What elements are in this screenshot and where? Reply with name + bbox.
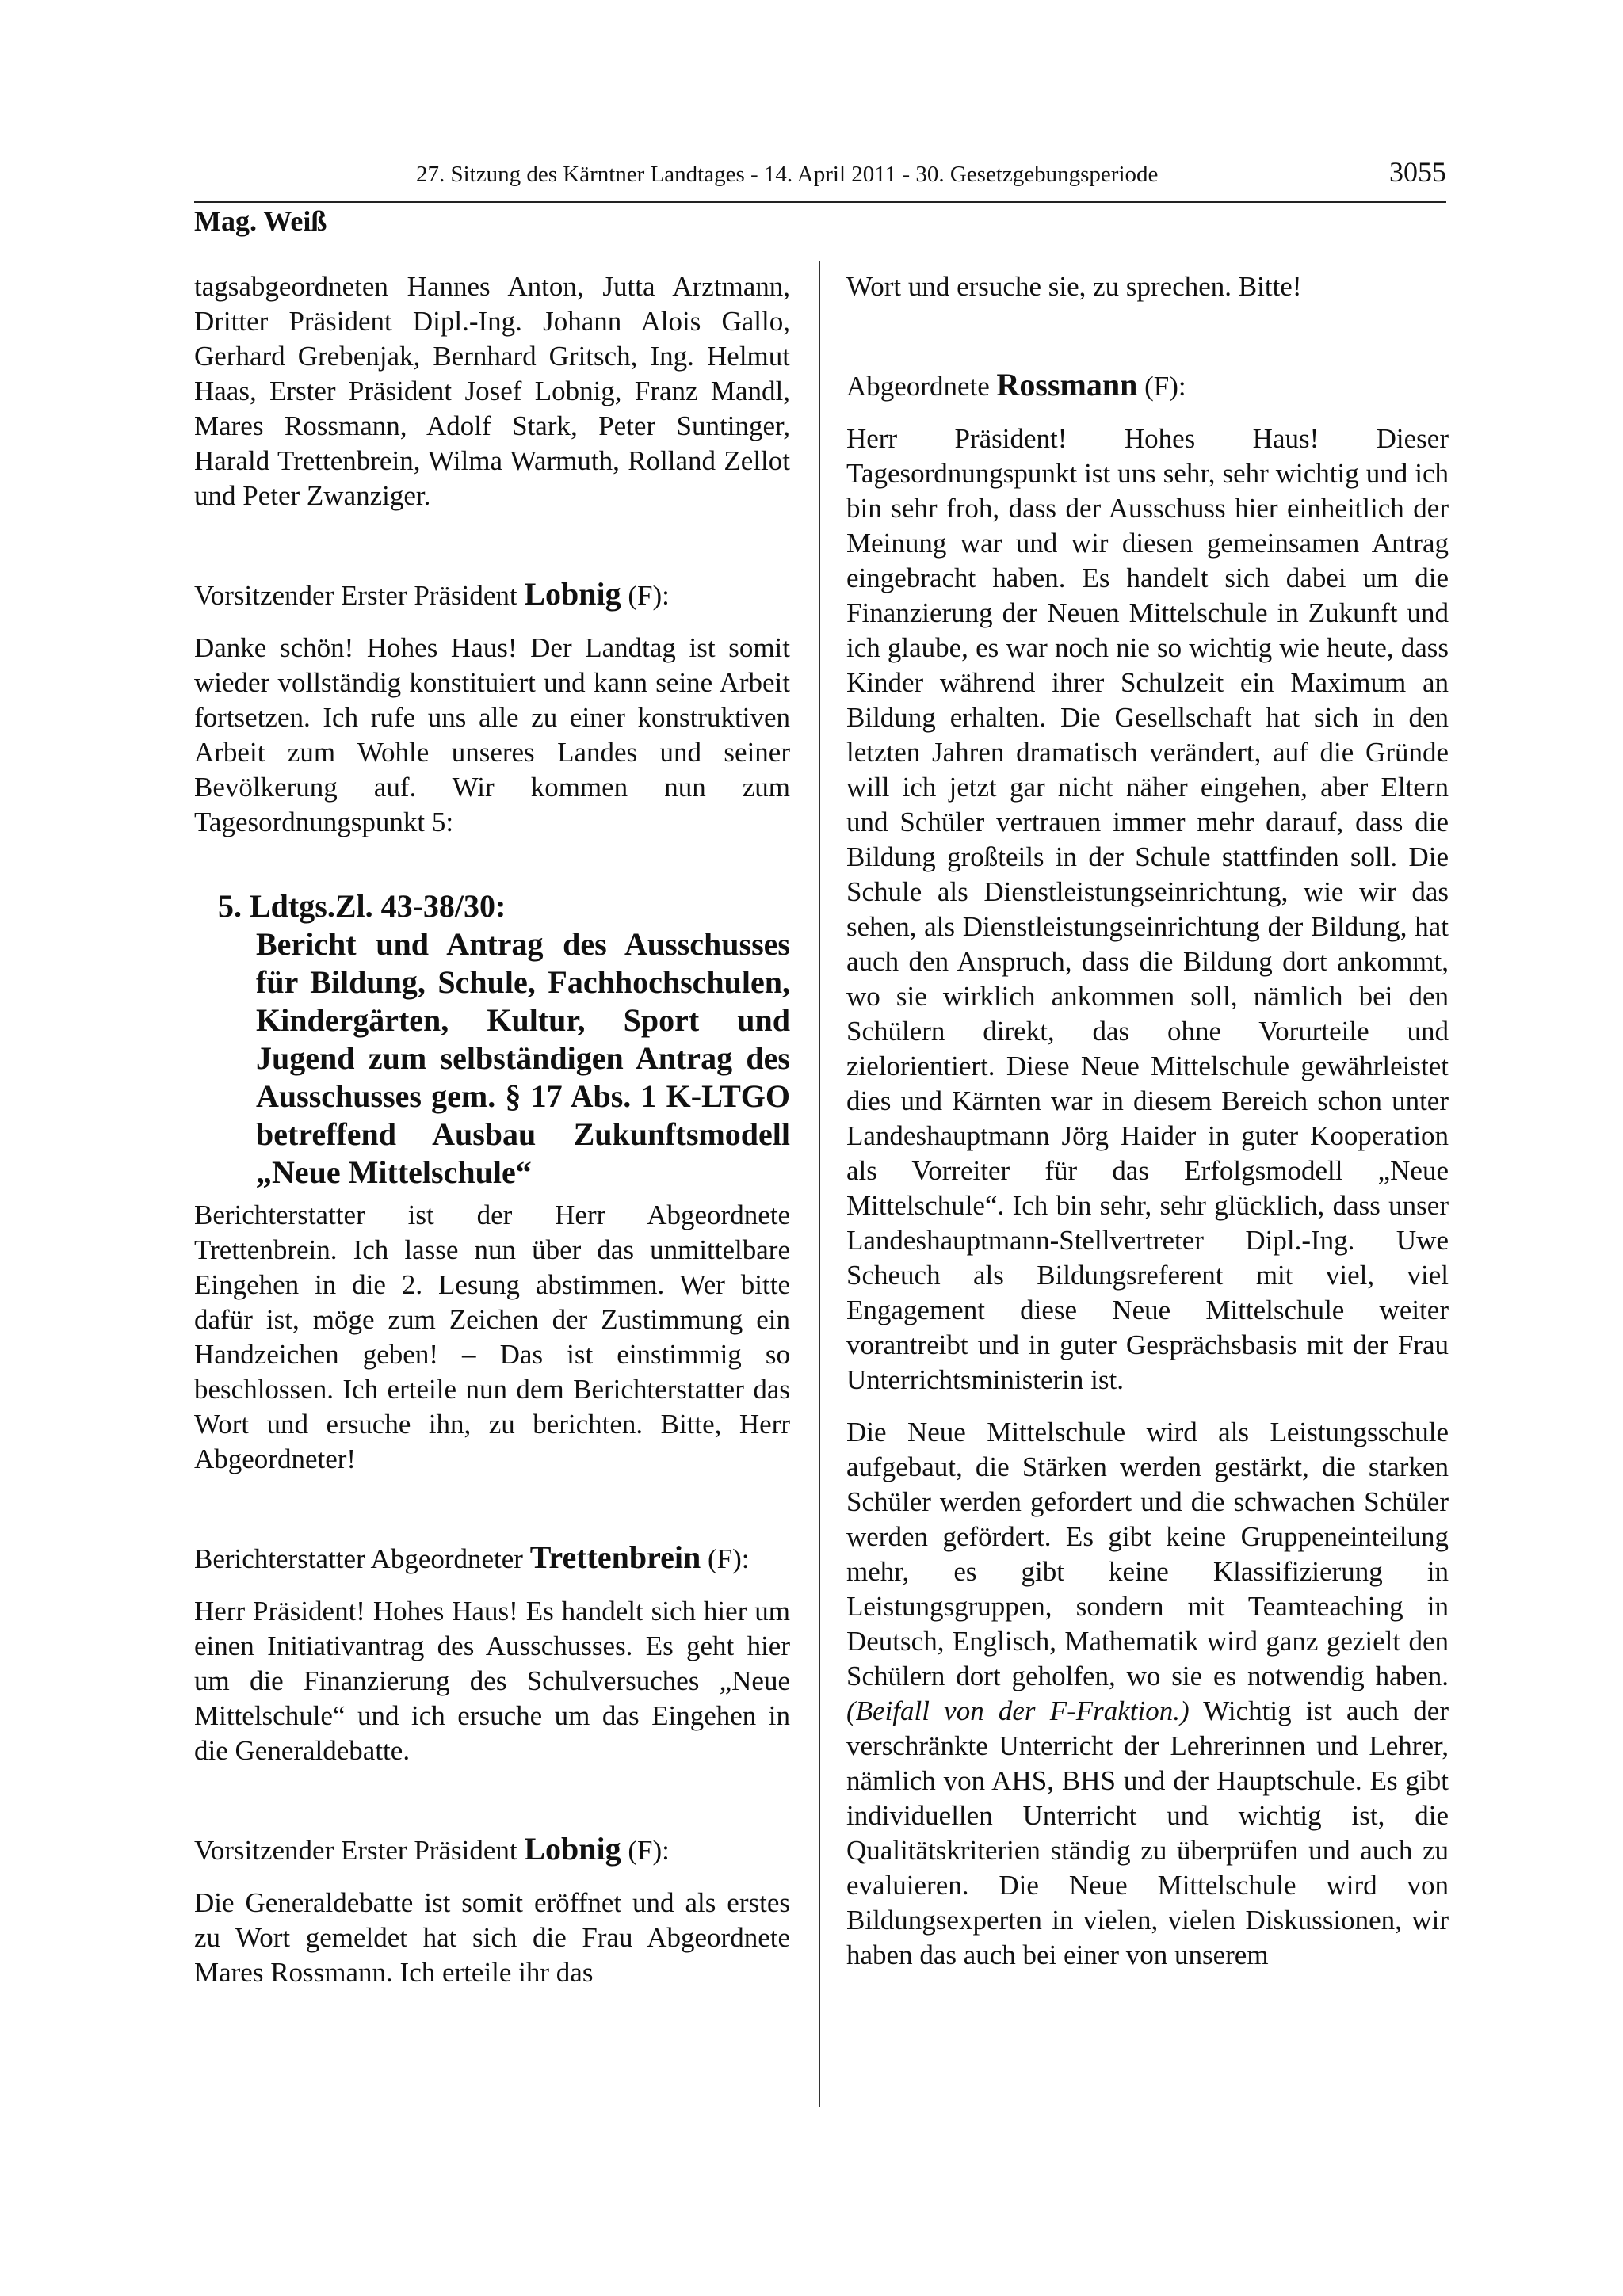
speaker-role: Vorsitzender Erster Präsident	[194, 1835, 517, 1866]
speaker-party: (F):	[1144, 371, 1186, 402]
paragraph: Die Generaldebatte ist somit eröffnet und als erstes zu Wort gemeldet hat sich die Frau Abgeordnete Mares Rossmann. Ich erteile ihr das	[194, 1887, 790, 1988]
page-header	[194, 155, 1446, 203]
speaker-name: Rossmann	[996, 367, 1138, 402]
agenda-item	[218, 887, 790, 1192]
running-speaker: Mag. Weiß	[194, 205, 327, 237]
agenda-title: Bericht und Antrag des Ausschusses für Bildung, Schule, Fachhochschulen, Kindergärten, Kultur, Sport und Jugend zum selbständigen Antrag des Ausschusses gem. § 17 Abs. 1 K-LTGO betreffend Ausbau Zukunftsmodell „Neue Mittelschule“	[256, 926, 790, 1190]
speaker-party: (F):	[628, 580, 670, 611]
speaker-name: Lobnig	[524, 576, 621, 612]
column-divider	[819, 261, 820, 2107]
speaker-line	[194, 1832, 790, 1868]
paragraph: Berichterstatter ist der Herr Abgeordnete Trettenbrein. Ich lasse nun über das unmittelbare Eingehen in die 2. Lesung abstimmen. Wer bitte dafür ist, möge zum Zeichen der Zustimmung ein Handzeichen geben! – Das ist einstimmig so beschlossen. Ich erteile nun dem Berichterstatter das Wort und ersuche ihn, zu berichten. Bitte, Herr Abgeordneter!	[194, 1199, 790, 1474]
speaker-line	[194, 577, 790, 613]
paragraph: tagsabgeordneten Hannes Anton, Jutta Arztmann, Dritter Präsident Dipl.-Ing. Johann Alois Gallo, Gerhard Grebenjak, Bernhard Gritsch, Ing. Helmut Haas, Erster Präsident Josef Lobnig, Franz Mandl, Mares Rossmann, Adolf Stark, Peter Suntinger, Harald Trettenbrein, Wilma Warmuth, Rolland Zellot und Peter Zwanziger.	[194, 271, 790, 511]
text-run: Die Neue Mittelschule wird als Leistungsschule aufgebaut, die Stärken werden gestärkt, die starken Schüler werden gefordert und die schwachen Schüler werden gefördert. Es gibt keine Gruppeneinteilung mehr, es gibt keine Klassifizierung in Leistungsgruppen, sondern mit Teamteaching in Deutsch, Englisch, Mathematik wird ganz gezielt den Schülern dort geholfen, wo sie es notwendig haben.	[846, 1417, 1449, 1691]
speaker-line	[194, 1540, 790, 1577]
agenda-number: 5. Ldtgs.Zl. 43-38/30:	[218, 888, 506, 924]
paragraph: Herr Präsident! Hohes Haus! Es handelt sich hier um einen Initiativantrag des Ausschusses. Es geht hier um die Finanzierung des Schulversuches „Neue Mittelschule“ und ich ersuche um das Eingehen in die Generaldebatte.	[194, 1596, 790, 1766]
paragraph	[846, 1415, 1449, 1973]
speaker-line	[846, 368, 1449, 404]
speaker-role: Abgeordnete	[846, 371, 990, 402]
applause-note: (Beifall von der F-Fraktion.)	[846, 1695, 1190, 1726]
speaker-party: (F):	[708, 1543, 750, 1574]
paragraph: Herr Präsident! Hohes Haus! Dieser Tagesordnungspunkt ist uns sehr, sehr wichtig und ich bin sehr froh, dass der Ausschuss hier einheitlich der Meinung war und wir diesen gemeinsamen Antrag eingebracht haben. Es handelt sich dabei um die Finanzierung der Neuen Mittelschule in Zukunft und ich glaube, es war noch nie so wichtig wie heute, dass Kinder während ihrer Schulzeit ein Maximum an Bildung erhalten. Die Gesellschaft hat sich in den letzten Jahren dramatisch verändert, auf die Gründe will ich jetzt gar nicht näher eingehen, aber Eltern und Schüler vertrauen immer mehr darauf, dass die Bildung großteils in der Schule stattfinden soll. Die Schule als Dienstleistungseinrichtung, wie wir das sehen, als Dienstleistungseinrichtung der Bildung, hat auch den Anspruch, dass die Bildung dort ankommt, wo sie wirklich ankommen soll, nämlich bei den Schülern direkt, das ohne Vorurteile und zielorientiert. Diese Neue Mittelschule gewährleistet dies und Kärnten war in diesem Bereich schon unter Landeshauptmann Jörg Haider in guter Kooperation als Vorreiter für das Erfolgsmodell „Neue Mittelschule“. Ich bin sehr, sehr glücklich, dass unser Landeshauptmann-Stellvertreter Dipl.-Ing. Uwe Scheuch als Bildungsreferent mit viel, viel Engagement diese Neue Mittelschule weiter vorantreibt und in guter Gesprächsbasis mit der Frau Unterrichtsministerin ist.	[846, 423, 1449, 1395]
paragraph: Danke schön! Hohes Haus! Der Landtag ist somit wieder vollständig konstituiert und kann seine Arbeit fortsetzen. Ich rufe uns alle zu einer konstruktiven Arbeit zum Wohle unseres Landes und seiner Bevölkerung auf. Wir kommen nun zum Tagesordnungspunkt 5:	[194, 632, 790, 837]
speaker-role: Vorsitzender Erster Präsident	[194, 580, 517, 611]
right-column	[846, 269, 1449, 1973]
speaker-name: Trettenbrein	[529, 1539, 701, 1575]
speaker-name: Lobnig	[524, 1831, 621, 1867]
left-column	[194, 269, 790, 1990]
paragraph: Wort und ersuche sie, zu sprechen. Bitte!	[846, 271, 1302, 302]
speaker-role: Berichterstatter Abgeordneter	[194, 1543, 523, 1574]
speaker-party: (F):	[628, 1835, 670, 1866]
page-number: 3055	[1389, 156, 1446, 188]
header-title: 27. Sitzung des Kärntner Landtages - 14. April 2011 - 30. Gesetzgebungsperiode	[416, 162, 1159, 187]
text-run: Wichtig ist auch der verschränkte Unterricht der Lehrerinnen und Lehrer, nämlich von AHS, BHS und der Hauptschule. Es gibt individuellen Unterricht und wichtig ist, die Qualitätskriterien ständig zu überprüfen und auch zu evaluieren. Die Neue Mittelschule wird von Bildungsexperten in vielen, vielen Diskussionen, wir haben das auch bei einer von unserem	[846, 1695, 1449, 1970]
